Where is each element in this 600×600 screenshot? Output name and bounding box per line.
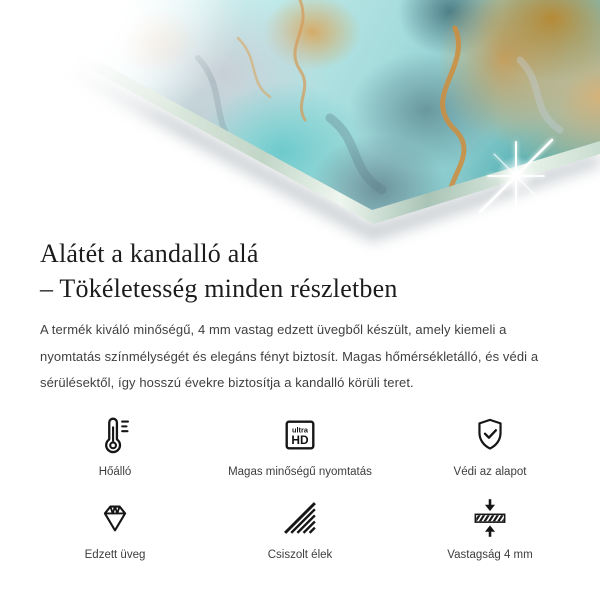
- feature-label: Edzett üveg: [84, 548, 146, 561]
- diamond-icon: [93, 496, 137, 540]
- product-hero: [0, 0, 600, 230]
- title-line-1: Alátét a kandalló alá: [40, 239, 259, 268]
- feature-label: Csiszolt élek: [267, 548, 333, 561]
- sparkle-flare-icon: [468, 128, 564, 224]
- title-line-2: – Tökéletesség minden részletben: [40, 274, 398, 303]
- feature-heat-resistant: [40, 412, 190, 478]
- feature-polished-edges: [190, 495, 410, 561]
- feature-label: Vastagság 4 mm: [447, 548, 533, 561]
- ultra-hd-icon: [278, 413, 322, 457]
- page-title: [40, 236, 560, 306]
- feature-tempered-glass: [40, 495, 190, 561]
- features-grid: [40, 412, 560, 561]
- feature-label: Hőálló: [98, 465, 132, 478]
- shield-check-icon: [468, 413, 512, 457]
- feature-label: Védi az alapot: [453, 465, 527, 478]
- thermometer-icon: [92, 412, 138, 458]
- feature-thickness: [410, 495, 570, 561]
- polished-edges-icon: [279, 497, 321, 539]
- product-description: A termék kiváló minőségű, 4 mm vastag edzett üvegből készült, amely kiemeli a nyomtatás színmélységét és elegáns fényt biztosít. Magas hőmérsékletálló, és védi a sérülésektől, így hosszú évekre biztosítja a kandalló körüli teret.: [40, 322, 539, 390]
- thickness-arrows-icon: [468, 496, 512, 540]
- product-details: [0, 230, 600, 561]
- feature-ultra-hd-print: [190, 412, 410, 478]
- feature-protects-base: [410, 412, 570, 478]
- feature-label: Magas minőségű nyomtatás: [228, 465, 372, 478]
- ultra-hd-badge-bottom: HD: [291, 432, 309, 447]
- ultra-hd-badge-top: ultra: [292, 425, 308, 435]
